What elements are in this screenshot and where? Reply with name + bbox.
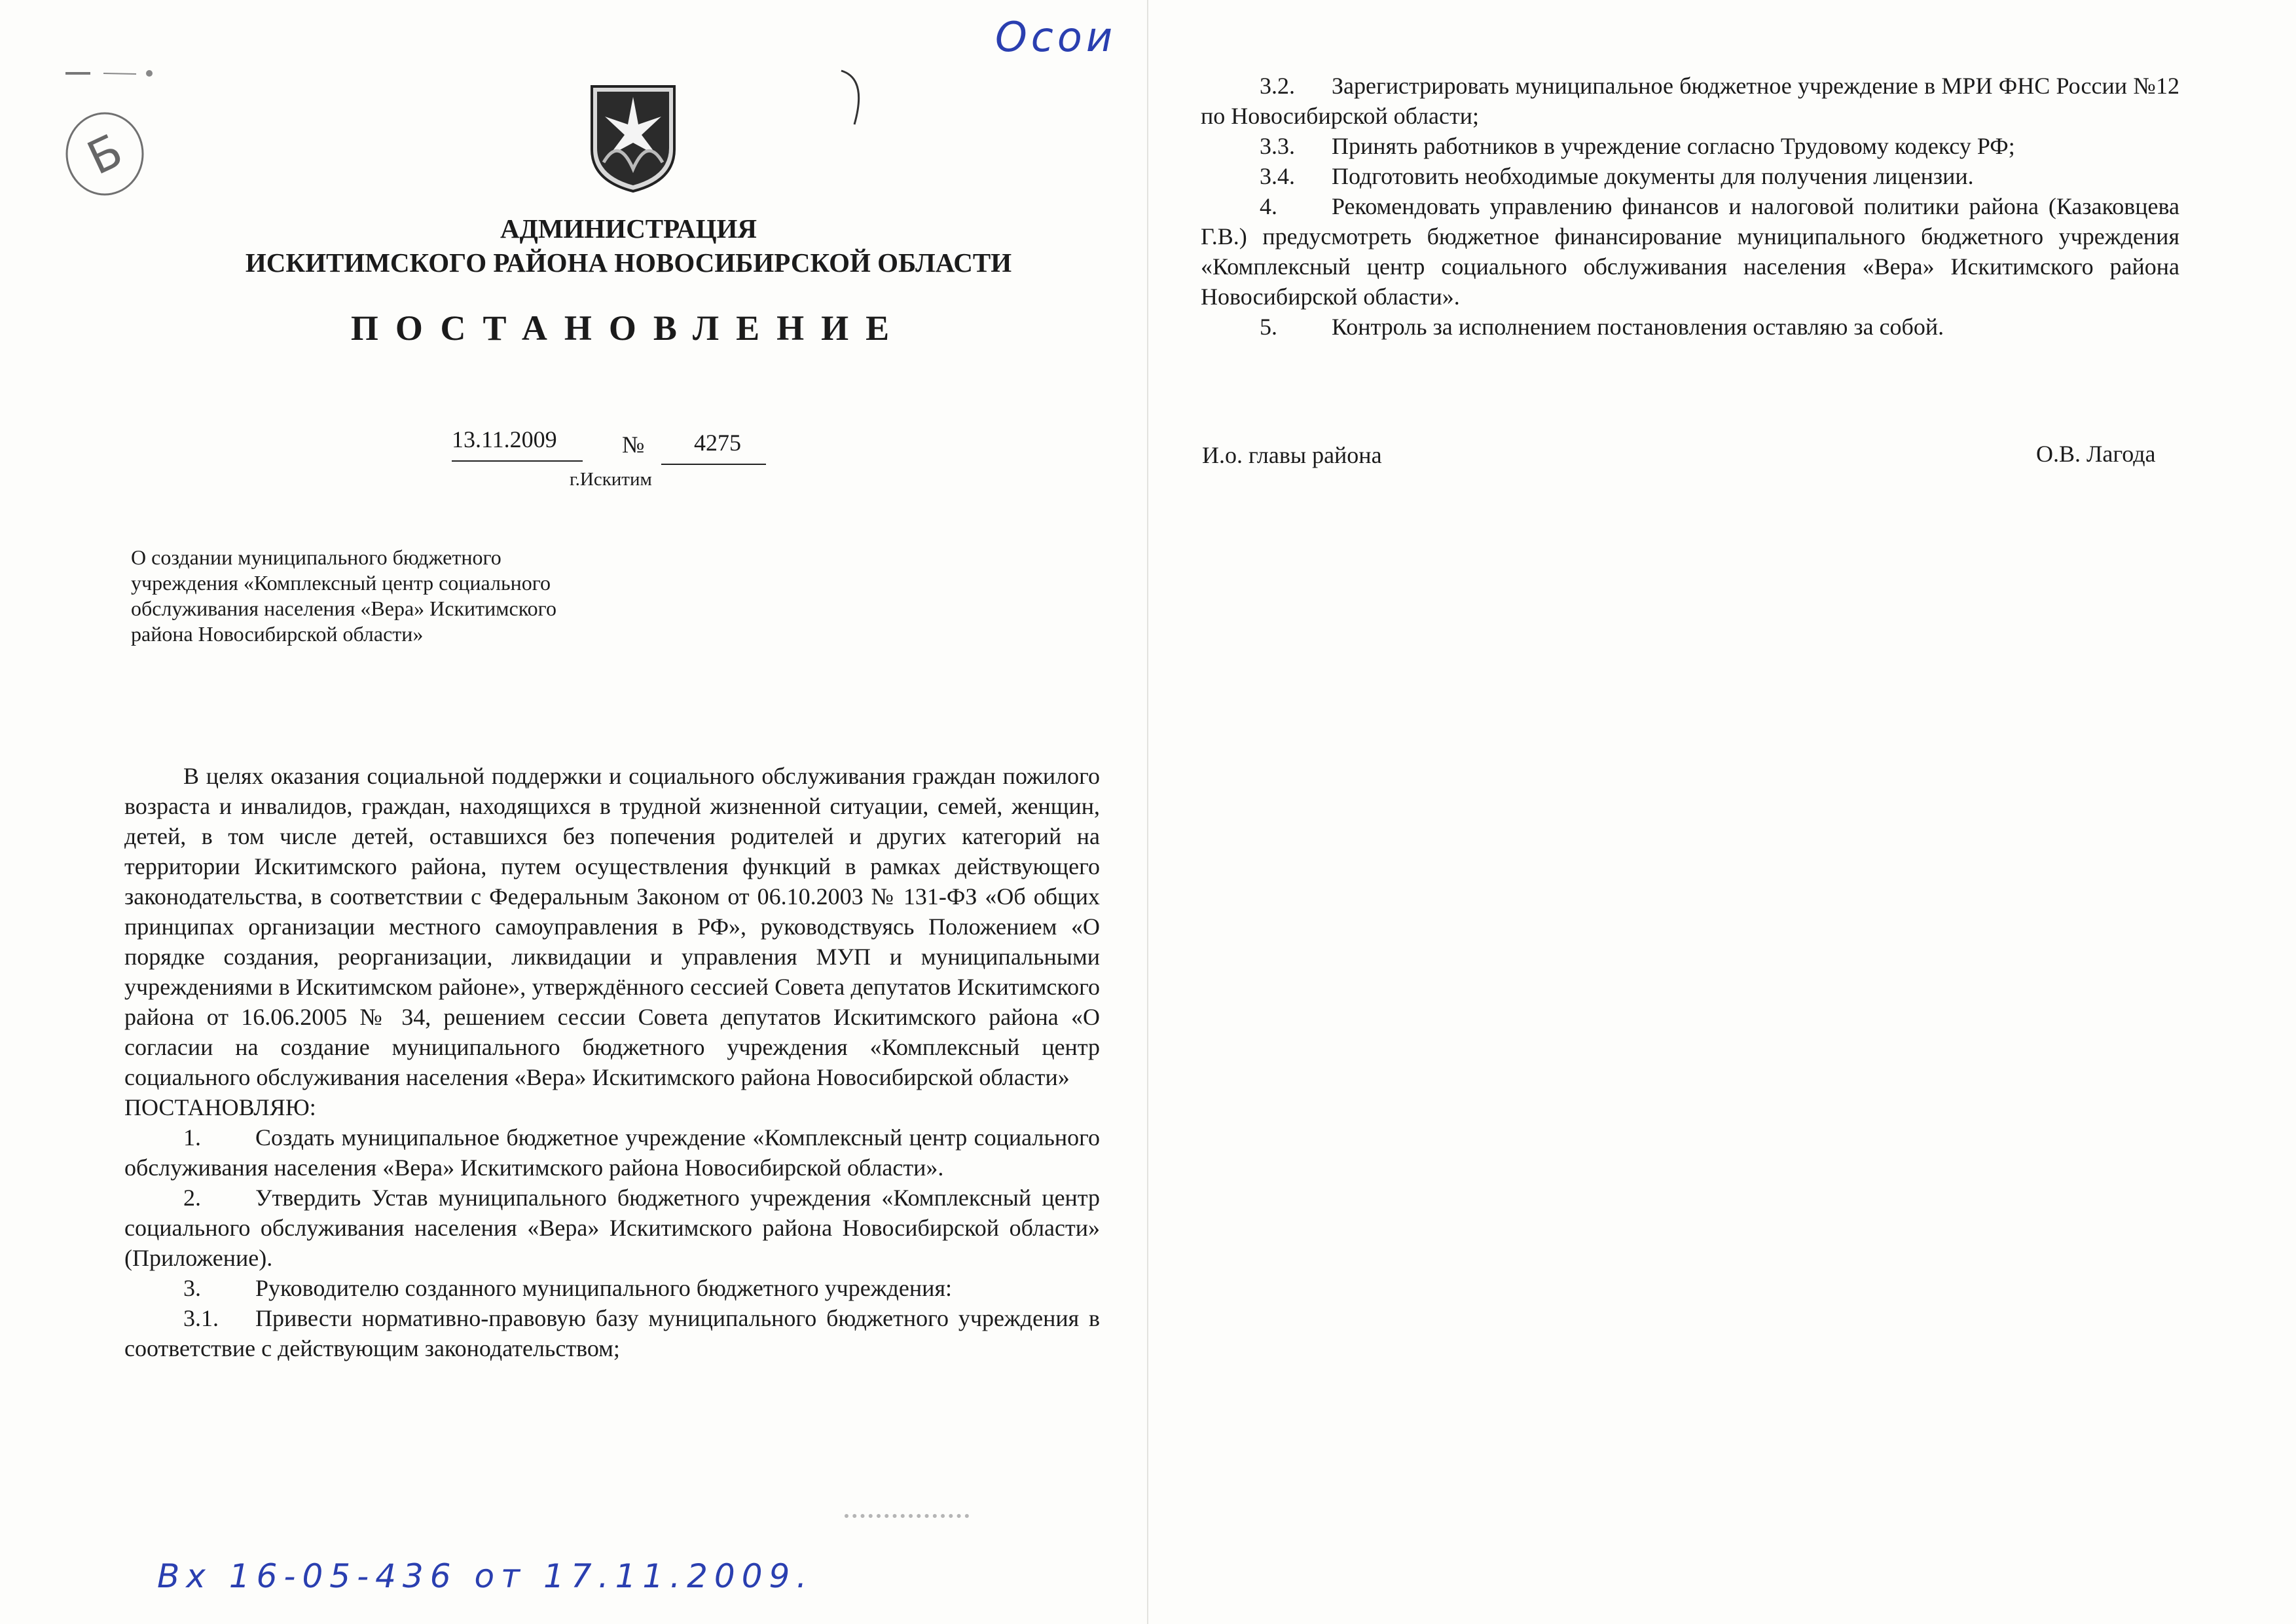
item-number: 3.3.: [1260, 133, 1295, 159]
list-item: [1201, 191, 2179, 312]
pencil-dash-mark: [64, 67, 156, 80]
date-underline: [452, 460, 583, 462]
list-item: [124, 1273, 1100, 1303]
item-text: Утвердить Устав муниципального бюджетного учреждения «Комплексный центр социального обслуживания населения «Вера» Искитимского района Новосибирской области» (Приложение).: [124, 1185, 1100, 1271]
subject-line: учреждения «Комплексный центр социального: [131, 571, 551, 595]
item-text: Контроль за исполнением постановления оставляю за собой.: [1332, 314, 1944, 340]
coat-of-arms-icon: [589, 84, 677, 194]
signature-name: О.В. Лагода: [2036, 441, 2156, 467]
item-number: 3.4.: [1260, 163, 1295, 189]
item-number: 3.2.: [1260, 73, 1295, 99]
list-item: [1201, 161, 2179, 191]
item-text: Рекомендовать управлению финансов и налоговой политики района (Казаковцева Г.В.) предусмотреть бюджетное финансирование муниципального бюджетного учреждения «Комплексный центр социального обслуживания населения «Вера» Искитимского района Новосибирской области».: [1201, 193, 2179, 310]
list-item: [124, 1122, 1100, 1183]
item-number: 4.: [1260, 193, 1277, 219]
list-item: [124, 1183, 1100, 1273]
handwritten-incoming-registration: Вх 16-05-436 от 17.11.2009.: [157, 1557, 814, 1595]
item-number: 3.1.: [183, 1305, 219, 1331]
subject-line: О создании муниципального бюджетного: [131, 545, 501, 569]
item-number: 1.: [183, 1124, 201, 1151]
list-item: [1201, 71, 2179, 131]
document-number: 4275: [694, 430, 741, 456]
item-text: Руководителю созданного муниципального бюджетного учреждения:: [255, 1275, 953, 1301]
list-item: [1201, 312, 2179, 342]
organization-name-line-1: АДМИНИСТРАЦИЯ: [500, 213, 757, 244]
item-number: 5.: [1260, 314, 1277, 340]
svg-text:Б: Б: [79, 123, 131, 186]
number-underline: [661, 464, 766, 465]
document-place: г.Искитим: [570, 469, 652, 490]
right-body: [1201, 71, 2179, 342]
item-number: 2.: [183, 1185, 201, 1211]
handwritten-note-top: Осои: [995, 13, 1117, 61]
document-subject: [131, 545, 629, 647]
subject-line: обслуживания населения «Вера» Искитимского: [131, 597, 556, 620]
subject-line: района Новосибирской области»: [131, 622, 424, 646]
signature-position: И.о. главы района: [1202, 442, 1382, 468]
faint-pencil-mark: [845, 1492, 969, 1518]
right-page: [1148, 0, 2296, 1624]
decree-word: ПОСТАНОВЛЯЮ:: [124, 1094, 316, 1120]
document-date: 13.11.2009: [452, 426, 557, 452]
organization-name-line-2: ИСКИТИМСКОГО РАЙОНА НОВОСИБИРСКОЙ ОБЛАСТИ: [245, 248, 1012, 278]
list-item: [1201, 131, 2179, 161]
document-type-title: ПОСТАНОВЛЕНИЕ: [350, 308, 907, 348]
circled-handwritten-mark: [59, 105, 151, 203]
item-text: Подготовить необходимые документы для получения лицензии.: [1332, 163, 1974, 189]
item-text: Зарегистрировать муниципальное бюджетное учреждение в МРИ ФНС России №12 по Новосибирской области;: [1201, 73, 2179, 129]
item-text: Создать муниципальное бюджетное учреждение «Комплексный центр социального обслуживания населения «Вера» Искитимского района Новосибирской области».: [124, 1124, 1100, 1181]
item-number: 3.: [183, 1275, 201, 1301]
number-sign: №: [622, 432, 645, 458]
list-item: [124, 1303, 1100, 1363]
left-body: [124, 761, 1100, 1363]
item-text: Привести нормативно-правовую базу муниципального бюджетного учреждения в соответствие с действующим законодательством;: [124, 1305, 1100, 1361]
punch-hole-mark: [822, 65, 874, 131]
preamble-paragraph: В целях оказания социальной поддержки и социального обслуживания граждан пожилого возраста и инвалидов, граждан, находящихся в трудной жизненной ситуации, семей, женщин, детей, в том числе детей, оставшихся без попечения родителей и других категорий на территории Искитимского района, путем осуществления функций в рамках действующего законодательства, в соответствии с Федеральным Законом от 06.10.2003 № 131-ФЗ «Об общих принципах организации местного самоуправления в РФ», руководствуясь Положением «О порядке создания, реорганизации, ликвидации и управления МУП и муниципальными учреждениями в Искитимском районе», утверждённого сессией Совета депутатов Искитимского района от 16.06.2005 № 34, решением сессии Совета депутатов Искитимского района «О согласии на создание муниципального бюджетного учреждения «Комплексный центр социального обслуживания населения «Вера» Искитимского района Новосибирской области»: [124, 763, 1100, 1090]
item-text: Принять работников в учреждение согласно Трудовому кодексу РФ;: [1332, 133, 2015, 159]
